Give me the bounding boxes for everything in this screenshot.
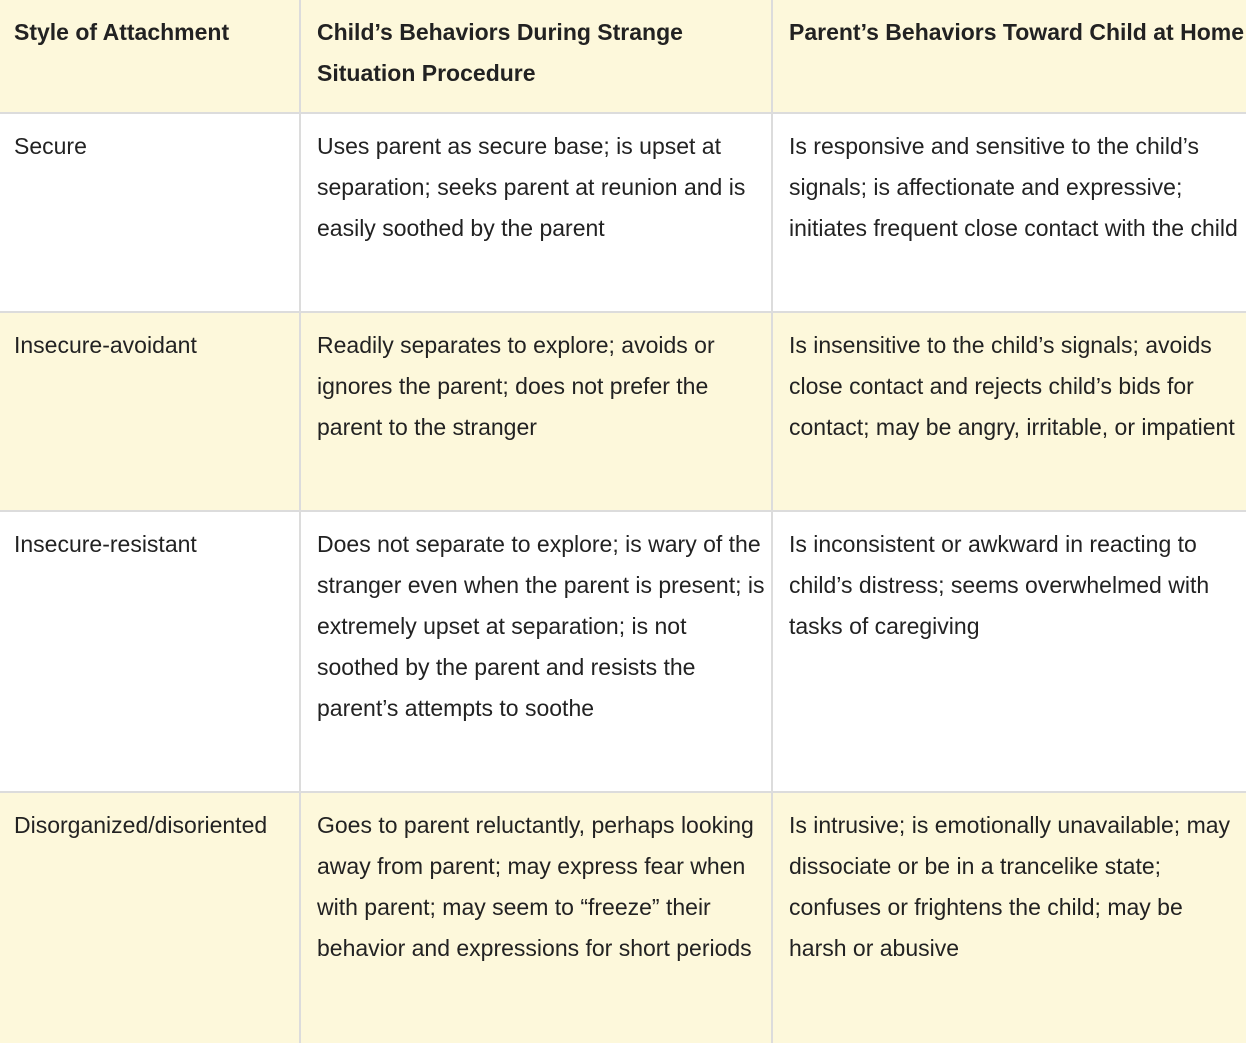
header-parent-behaviors: Parent’s Behaviors Toward Child at Home xyxy=(772,0,1246,113)
table-row xyxy=(0,113,1246,312)
header-style-of-attachment: Style of Attachment xyxy=(0,0,300,113)
cell-child-behavior: Readily separates to explore; avoids or ignores the parent; does not prefer the parent to the stranger xyxy=(300,312,772,511)
cell-child-behavior: Uses parent as secure base; is upset at separation; seeks parent at reunion and is easily soothed by the parent xyxy=(300,113,772,312)
table-row xyxy=(0,511,1246,792)
cell-child-behavior: Does not separate to explore; is wary of the stranger even when the parent is present; is extremely upset at separation; is not soothed by the parent and resists the parent’s attempts to soothe xyxy=(300,511,772,792)
cell-style: Disorganized/disoriented xyxy=(0,792,300,1043)
header-row xyxy=(0,0,1246,113)
table-row xyxy=(0,792,1246,1043)
table-row xyxy=(0,312,1246,511)
cell-style: Insecure-avoidant xyxy=(0,312,300,511)
cell-child-behavior: Goes to parent reluctantly, perhaps looking away from parent; may express fear when with parent; may seem to “freeze” their behavior and expressions for short periods xyxy=(300,792,772,1043)
cell-parent-behavior: Is intrusive; is emotionally unavailable; may dissociate or be in a trancelike state; confuses or frightens the child; may be harsh or abusive xyxy=(772,792,1246,1043)
header-child-behaviors: Child’s Behaviors During Strange Situation Procedure xyxy=(300,0,772,113)
cell-parent-behavior: Is insensitive to the child’s signals; avoids close contact and rejects child’s bids for contact; may be angry, irritable, or impatient xyxy=(772,312,1246,511)
cell-style: Insecure-resistant xyxy=(0,511,300,792)
cell-parent-behavior: Is inconsistent or awkward in reacting to child’s distress; seems overwhelmed with tasks of caregiving xyxy=(772,511,1246,792)
cell-parent-behavior: Is responsive and sensitive to the child’s signals; is affectionate and expressive; initiates frequent close contact with the child xyxy=(772,113,1246,312)
cell-style: Secure xyxy=(0,113,300,312)
